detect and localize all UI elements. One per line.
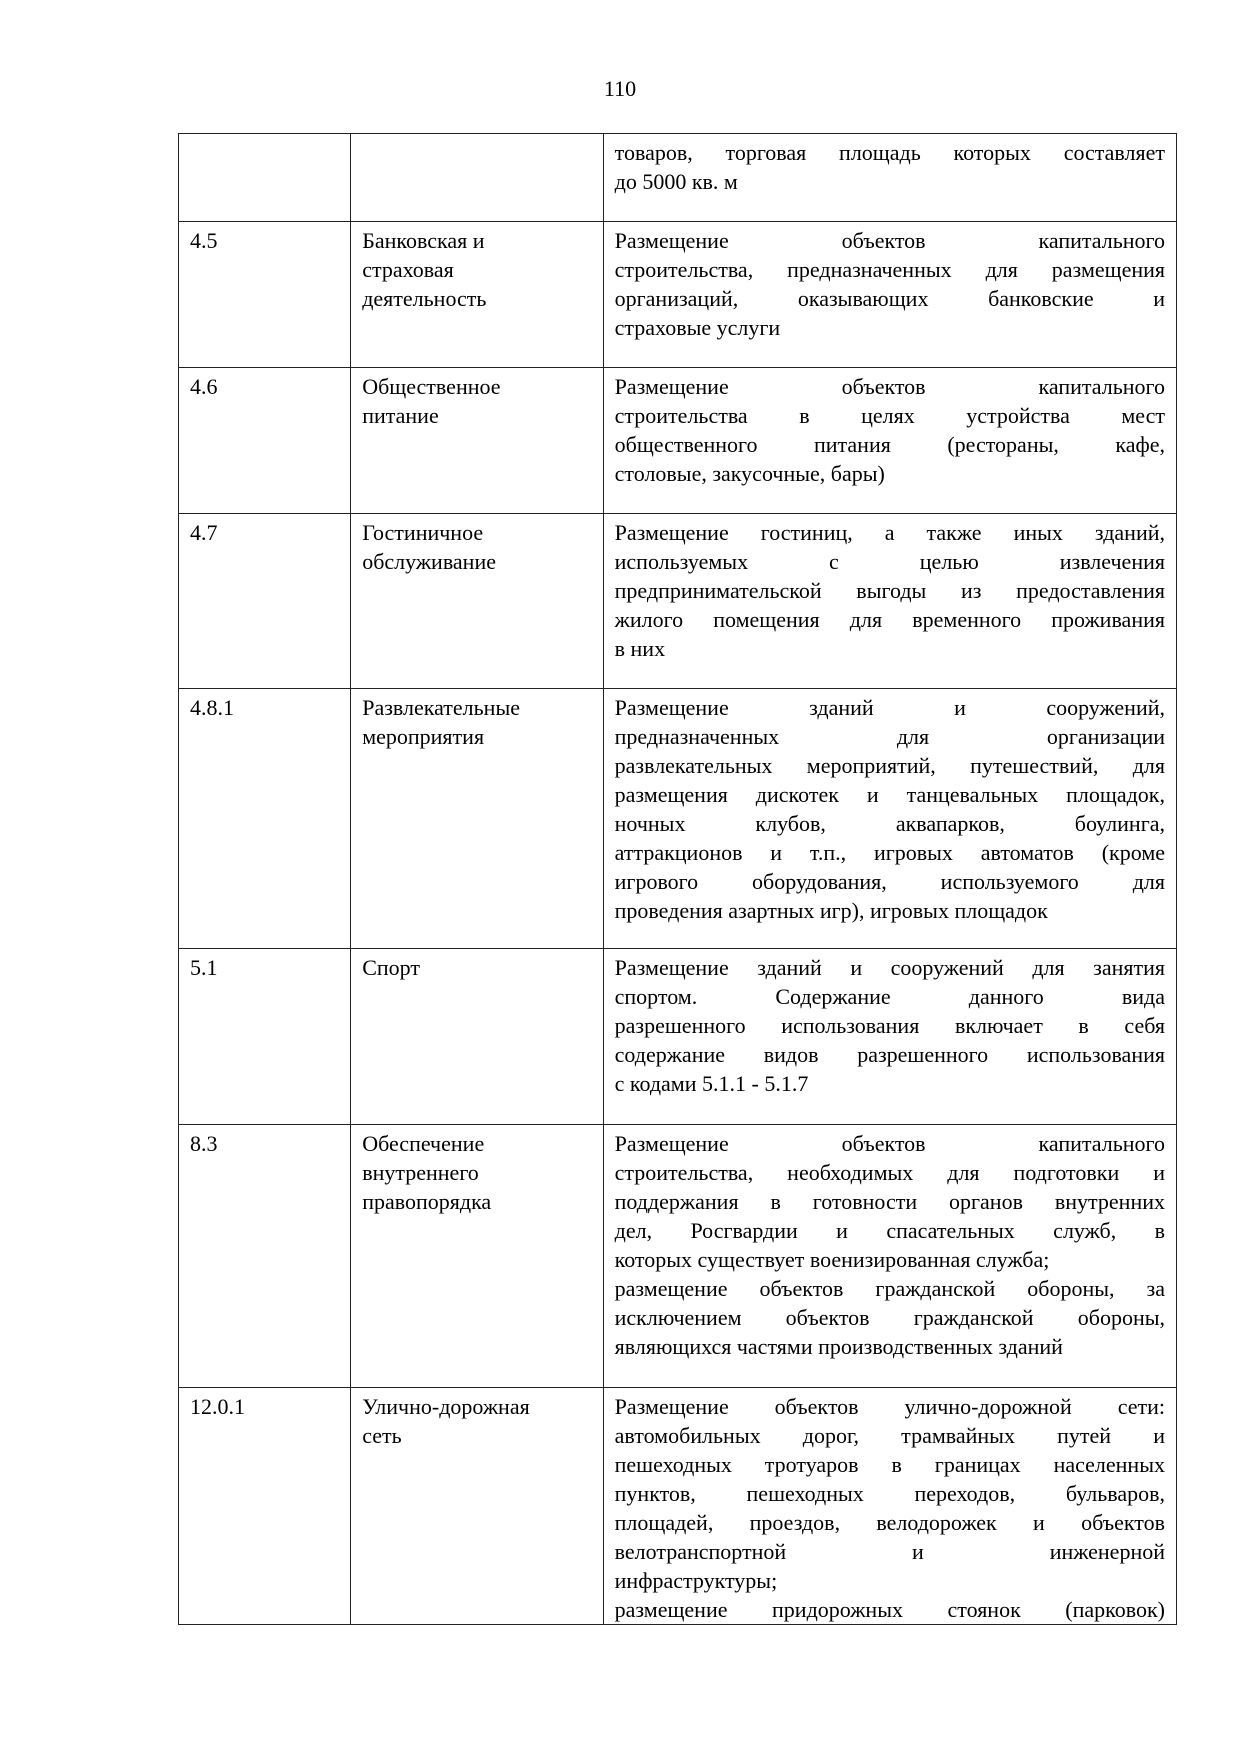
description-line: инфраструктуры;	[614, 1568, 778, 1593]
description-line: строительства, необходимых для подготовки и	[614, 1160, 1165, 1185]
description-line: разрешенного использования включает в себя	[614, 1013, 1165, 1038]
description-line: в них	[614, 636, 666, 661]
description-line: предпринимательской выгоды из предоставления	[614, 578, 1165, 603]
description-line: велотранспортной и инженерной	[614, 1539, 1165, 1564]
description-line: проведения азартных игр), игровых площадок	[614, 898, 1048, 923]
description-line: игрового оборудования, используемого для	[614, 869, 1165, 894]
name-cell	[351, 689, 603, 949]
description-line: размещения дискотек и танцевальных площадок,	[614, 782, 1165, 807]
description-line: с кодами 5.1.1 - 5.1.7	[614, 1071, 809, 1096]
code-cell: 8.3	[179, 1125, 351, 1388]
description-line: общественного питания (рестораны, кафе,	[614, 432, 1165, 457]
description-line: строительства, предназначенных для размещения	[614, 257, 1165, 282]
description-cell	[603, 1388, 1176, 1625]
description-cell	[603, 1125, 1176, 1388]
description-line: поддержания в готовности органов внутренних	[614, 1189, 1165, 1214]
name-line: деятельность	[362, 286, 487, 311]
name-line: страховая	[362, 257, 454, 282]
code-cell: 4.5	[179, 222, 351, 368]
table-row	[179, 1125, 1177, 1388]
name-cell	[351, 222, 603, 368]
name-line: правопорядка	[362, 1189, 492, 1214]
code-cell	[179, 134, 351, 222]
name-line: Гостиничное	[362, 520, 484, 545]
table-row	[179, 134, 1177, 222]
description-cell	[603, 368, 1176, 514]
name-cell	[351, 368, 603, 514]
description-line: ночных клубов, аквапарков, боулинга,	[614, 811, 1165, 836]
description-cell	[603, 134, 1176, 222]
description-line: пунктов, пешеходных переходов, бульваров,	[614, 1481, 1165, 1506]
description-line: столовые, закусочные, бары)	[614, 461, 885, 486]
description-cell	[603, 222, 1176, 368]
name-line: мероприятия	[362, 724, 485, 749]
name-cell	[351, 134, 603, 222]
description-line: размещение придорожных стоянок (парковок)	[614, 1597, 1165, 1622]
land-use-table	[178, 133, 1177, 1625]
code-cell: 4.7	[179, 514, 351, 689]
table-row	[179, 368, 1177, 514]
description-line: аттракционов и т.п., игровых автоматов (кроме	[614, 840, 1165, 865]
name-line: Улично-дорожная	[362, 1394, 530, 1419]
description-line: автомобильных дорог, трамвайных путей и	[614, 1423, 1165, 1448]
description-line: Размещение зданий и сооружений,	[614, 695, 1165, 720]
description-line: предназначенных для организации	[614, 724, 1165, 749]
description-line: Размещение объектов улично-дорожной сети:	[614, 1394, 1165, 1419]
name-line: сеть	[362, 1423, 402, 1448]
description-line: площадей, проездов, велодорожек и объектов	[614, 1510, 1165, 1535]
description-line: строительства в целях устройства мест	[614, 403, 1165, 428]
description-cell	[603, 949, 1176, 1125]
table-row	[179, 689, 1177, 949]
table-row	[179, 222, 1177, 368]
description-line: дел, Росгвардии и спасательных служб, в	[614, 1218, 1165, 1243]
description-line: используемых с целью извлечения	[614, 549, 1165, 574]
code-cell: 4.6	[179, 368, 351, 514]
code-cell: 5.1	[179, 949, 351, 1125]
page-number: 110	[603, 76, 637, 101]
name-cell	[351, 514, 603, 689]
name-line: Банковская и	[362, 228, 485, 253]
name-line: Развлекательные	[362, 695, 520, 720]
description-cell	[603, 514, 1176, 689]
table-row	[179, 1388, 1177, 1625]
description-line: которых существует военизированная служба;	[614, 1247, 1050, 1272]
name-line: внутреннего	[362, 1160, 479, 1185]
name-line: Обеспечение	[362, 1131, 485, 1156]
description-line: до 5000 кв. м	[614, 169, 738, 194]
table-row	[179, 514, 1177, 689]
description-line: пешеходных тротуаров в границах населенных	[614, 1452, 1165, 1477]
name-line: Общественное	[362, 374, 501, 399]
description-cell	[603, 689, 1176, 949]
description-line: страховые услуги	[614, 315, 781, 340]
description-line: организаций, оказывающих банковские и	[614, 286, 1165, 311]
description-line: Размещение объектов капитального	[614, 228, 1165, 253]
description-line: товаров, торговая площадь которых составляет	[614, 140, 1165, 165]
description-line: являющихся частями производственных зданий	[614, 1334, 1063, 1359]
description-line: Размещение гостиниц, а также иных зданий,	[614, 520, 1165, 545]
code-cell: 4.8.1	[179, 689, 351, 949]
name-line: питание	[362, 403, 439, 428]
description-line: содержание видов разрешенного использования	[614, 1042, 1165, 1067]
description-line: размещение объектов гражданской обороны, за	[614, 1276, 1165, 1301]
name-cell	[351, 1388, 603, 1625]
description-line: Размещение объектов капитального	[614, 374, 1165, 399]
name-cell	[351, 1125, 603, 1388]
name-line: Спорт	[362, 955, 420, 980]
description-line: спортом. Содержание данного вида	[614, 984, 1165, 1009]
description-line: Размещение зданий и сооружений для занятия	[614, 955, 1165, 980]
name-line: обслуживание	[362, 549, 496, 574]
description-line: жилого помещения для временного проживания	[614, 607, 1165, 632]
description-line: Размещение объектов капитального	[614, 1131, 1165, 1156]
description-line: развлекательных мероприятий, путешествий, для	[614, 753, 1165, 778]
name-cell	[351, 949, 603, 1125]
table-row	[179, 949, 1177, 1125]
code-cell: 12.0.1	[179, 1388, 351, 1625]
description-line: исключением объектов гражданской обороны,	[614, 1305, 1165, 1330]
